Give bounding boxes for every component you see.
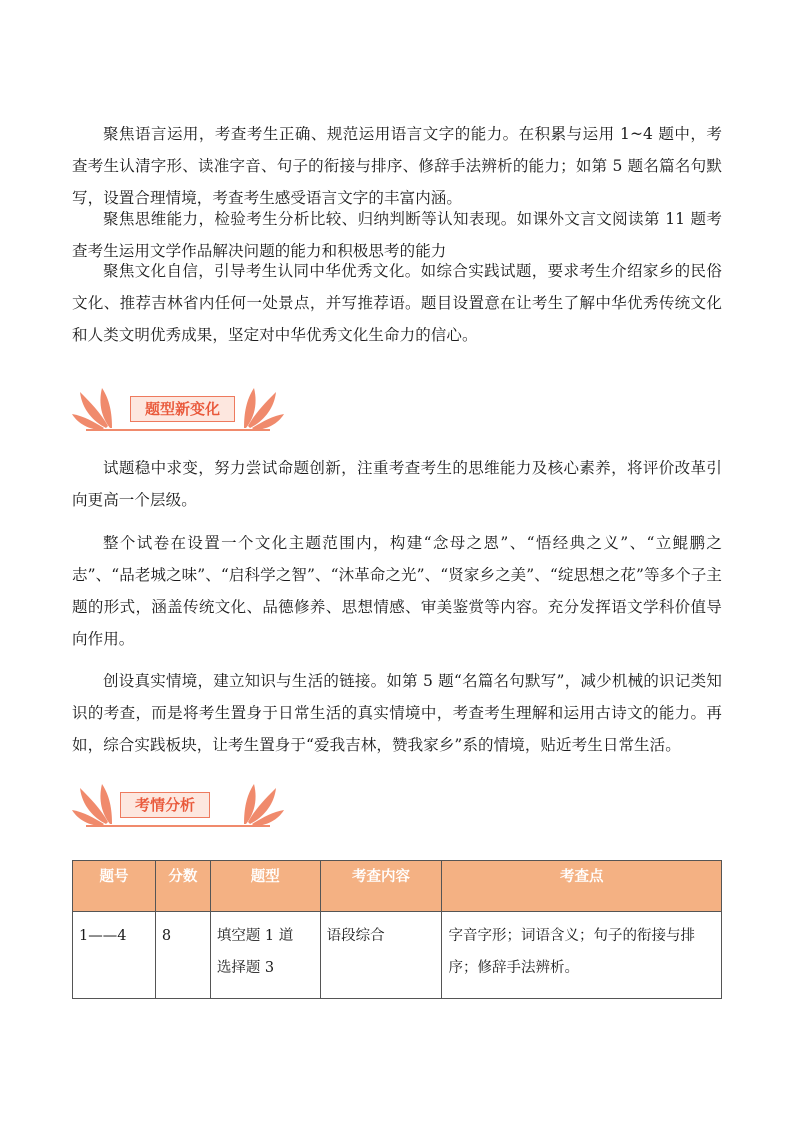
paragraph-cultural-themes: 整个试卷在设置一个文化主题范围内，构建“念母之恩”、“悟经典之义”、“立鲲鹏之志”、“品老城之味”、“启科学之智”、“沐革命之光”、“贤家乡之美”、“绽思想之花”等多个子主题的形式，涵盖传统文化、品德修养、思想情感、审美鉴赏等内容。充分发挥语文学科价值导向作用。 xyxy=(72,534,722,648)
section-title: 题型新变化 xyxy=(130,396,235,422)
cell-question-type xyxy=(210,912,320,999)
cell-points: 字音字形；词语含义；句子的衔接与排序；修辞手法辨析。 xyxy=(442,912,722,999)
header-content: 考查内容 xyxy=(320,861,442,912)
header-score: 分数 xyxy=(155,861,210,912)
paragraph-stable-change: 试题稳中求变，努力尝试命题创新，注重考查考生的思维能力及核心素养，将评价改革引向更高一个层级。 xyxy=(72,459,722,509)
header-question-number: 题号 xyxy=(73,861,156,912)
paragraph-real-situations: 创设真实情境，建立知识与生活的链接。如第 5 题“名篇名句默写”，减少机械的识记类知识的考查，而是将考生置身于日常生活的真实情境中，考查考生理解和运用古诗文的能力。再如，综合实践板块，让考生置身于“爱我吉林，赞我家乡”系的情境，贴近考生日常生活。 xyxy=(72,672,722,754)
cell-content: 语段综合 xyxy=(320,912,442,999)
section-title: 考情分析 xyxy=(120,792,210,818)
section-heading-exam-analysis xyxy=(72,780,292,832)
type-line-1: 填空题 1 道 xyxy=(216,928,294,944)
table-row xyxy=(73,912,722,999)
header-question-type: 题型 xyxy=(210,861,320,912)
paragraph-cultural-confidence: 聚焦文化自信，引导考生认同中华优秀文化。如综合实践试题，要求考生介绍家乡的民俗文化、推荐吉林省内任何一处景点，并写推荐语。题目设置意在让考生了解中华优秀传统文化和人类文明优秀成果，坚定对中华优秀文化生命力的信心。 xyxy=(72,262,722,344)
header-points: 考查点 xyxy=(442,861,722,912)
type-line-2: 选择题 3 xyxy=(216,960,275,976)
cell-score: 8 xyxy=(155,912,210,999)
table-header-row xyxy=(73,861,722,912)
exam-analysis-table xyxy=(72,860,722,999)
section-heading-new-question-types xyxy=(72,384,292,436)
paragraph-thinking-ability: 聚焦思维能力，检验考生分析比较、归纳判断等认知表现。如课外文言文阅读第 11 题考查考生运用文学作品解决问题的能力和积极思考的能力 xyxy=(72,210,722,260)
cell-question-number: 1——4 xyxy=(73,912,156,999)
paragraph-language-use: 聚焦语言运用，考查考生正确、规范运用语言文字的能力。在积累与运用 1~4 题中，考查考生认清字形、读准字音、句子的衔接与排序、修辞手法辨析的能力；如第 5 题名篇名句默写，设置合理情境，考查考生感受语言文字的丰富内涵。 xyxy=(72,125,722,207)
